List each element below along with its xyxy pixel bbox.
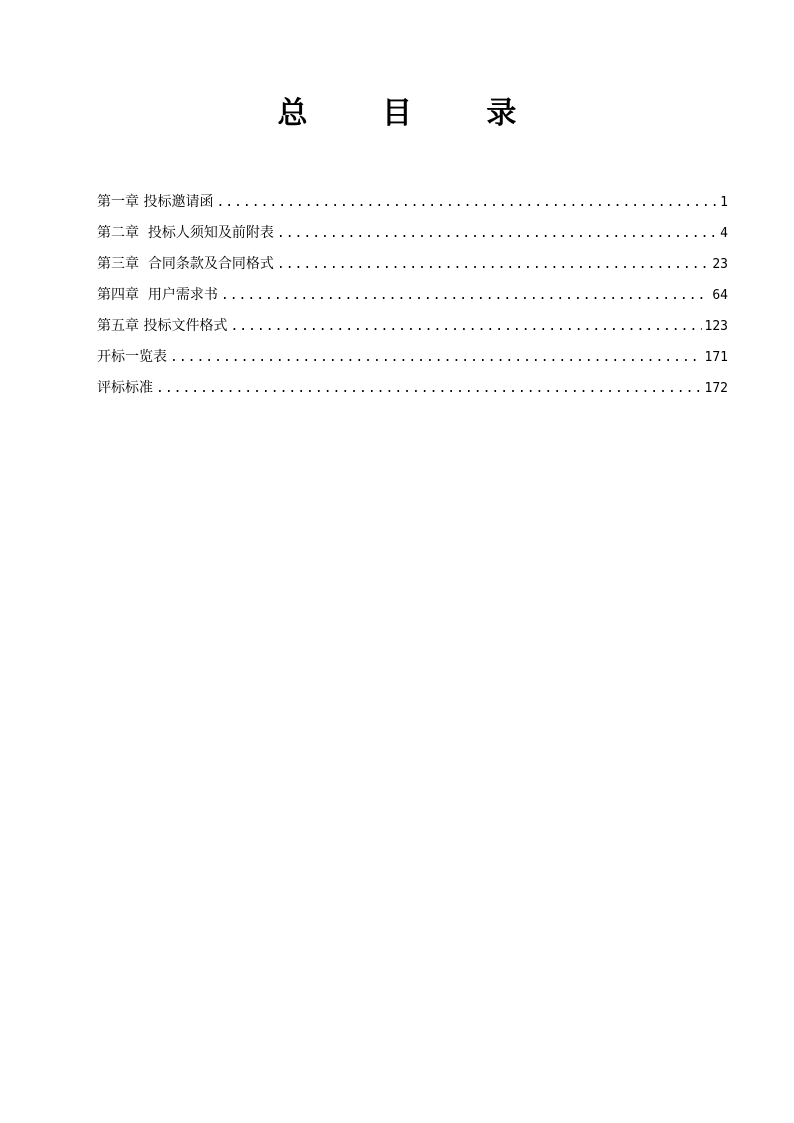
toc-entry-label: 开标一览表 xyxy=(97,349,167,365)
toc-entry-label: 第三章 合同条款及合同格式 xyxy=(97,256,274,272)
page-title: 总 目 录 xyxy=(277,96,549,131)
dot-leader xyxy=(216,187,717,218)
table-of-contents xyxy=(97,187,728,404)
toc-entry-label: 第四章 用户需求书 xyxy=(97,287,218,303)
toc-entry-chapter-2[interactable] xyxy=(97,218,728,249)
dot-leader xyxy=(277,218,717,249)
toc-entry-label: 第五章 投标文件格式 xyxy=(97,318,228,334)
toc-entry-page-number: 64 xyxy=(712,288,728,303)
toc-entry-label: 第二章 投标人须知及前附表 xyxy=(97,225,274,241)
toc-entry-page-number: 172 xyxy=(704,381,728,396)
dot-leader xyxy=(170,342,702,373)
dot-leader xyxy=(230,311,701,342)
toc-entry-chapter-1[interactable] xyxy=(97,187,728,218)
toc-entry-evaluation-criteria[interactable] xyxy=(97,373,728,404)
toc-entry-page-number: 171 xyxy=(704,350,728,365)
toc-entry-bid-opening-summary[interactable] xyxy=(97,342,728,373)
dot-leader xyxy=(221,280,709,311)
toc-entry-label: 评标标准 xyxy=(97,380,153,396)
toc-entry-chapter-5[interactable] xyxy=(97,311,728,342)
toc-entry-page-number: 123 xyxy=(704,319,728,334)
dot-leader xyxy=(156,373,702,404)
toc-entry-chapter-3[interactable] xyxy=(97,249,728,280)
toc-entry-chapter-4[interactable] xyxy=(97,280,728,311)
toc-entry-page-number: 4 xyxy=(720,226,728,241)
dot-leader xyxy=(277,249,709,280)
toc-entry-page-number: 23 xyxy=(712,257,728,272)
toc-entry-page-number: 1 xyxy=(720,195,728,210)
toc-entry-label: 第一章 投标邀请函 xyxy=(97,194,214,210)
